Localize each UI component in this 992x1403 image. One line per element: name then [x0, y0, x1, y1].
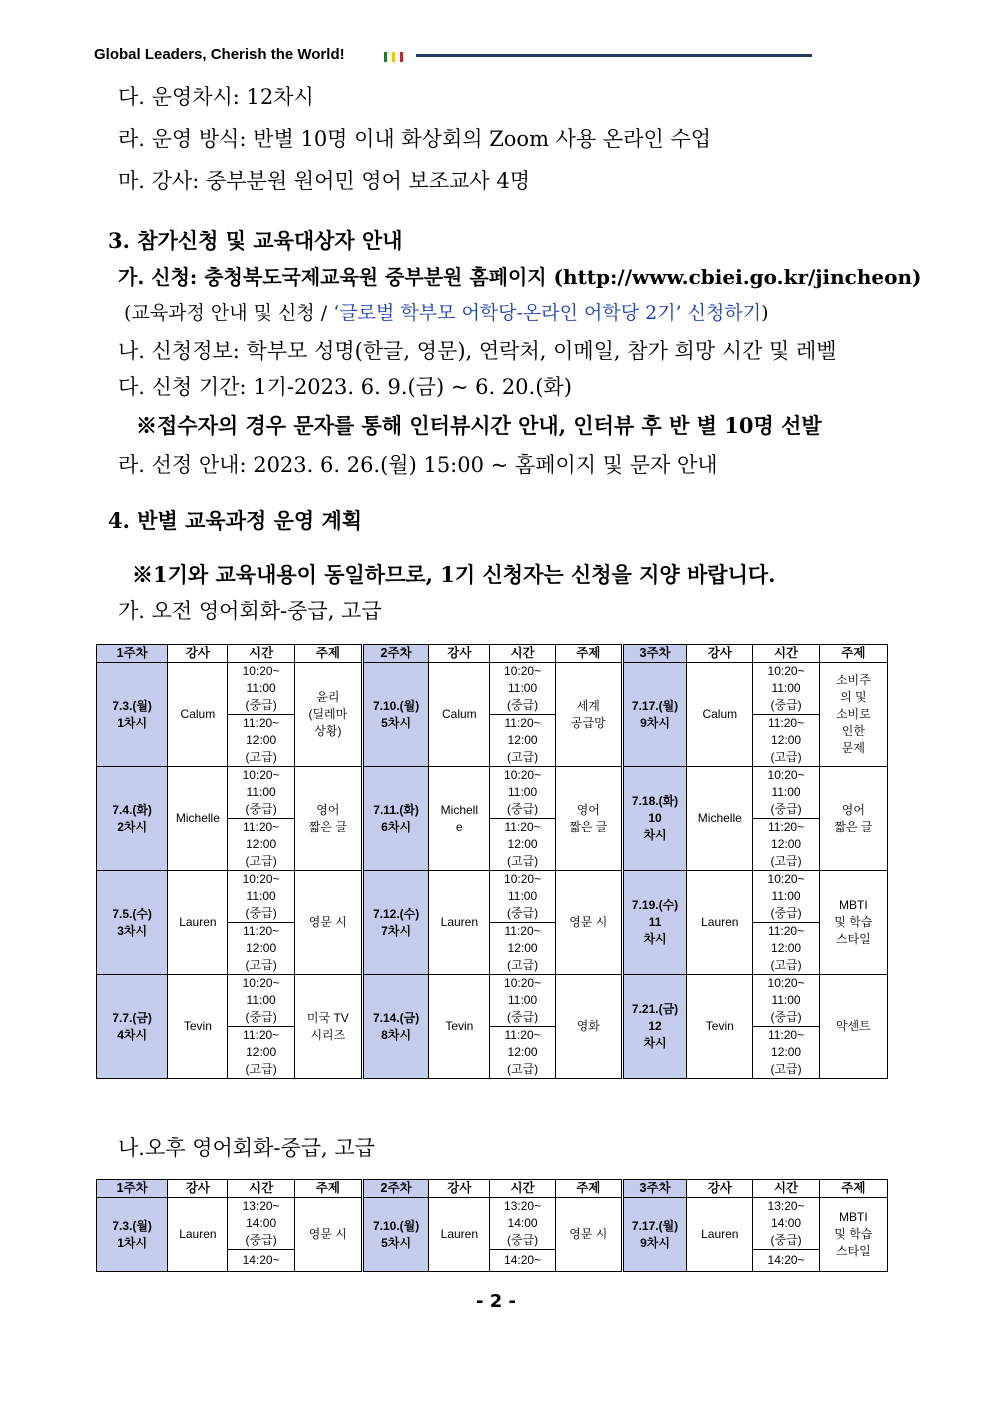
line-apply: 가. 신청: 충청북도국제교육원 중부분원 홈페이지 (http://www.cbiei.go.kr/jincheon)	[118, 265, 922, 289]
time-slot-high: 14:20~	[753, 1250, 819, 1272]
week-session-cell: 7.21.(금) 12 차시	[622, 975, 686, 1079]
week-session-cell: 7.10.(월) 5차시	[362, 663, 428, 767]
table-row	[97, 975, 888, 1027]
week-session-cell: 7.10.(월) 5차시	[362, 1198, 428, 1272]
apply-path-close: )	[761, 302, 769, 324]
topic-cell: 윤리 (딜레마 상황)	[294, 663, 362, 767]
instructor-cell: Tevin	[429, 975, 490, 1079]
column-header: 시간	[228, 1180, 294, 1198]
column-header: 3주차	[622, 645, 686, 663]
instructor-cell: Calum	[429, 663, 490, 767]
table-row	[97, 663, 888, 715]
week-session-cell: 7.19.(수) 11 차시	[622, 871, 686, 975]
time-slot-mid: 10:20~ 11:00 (중급)	[753, 871, 819, 923]
column-header: 강사	[429, 1180, 490, 1198]
time-slot-high: 14:20~	[490, 1250, 555, 1272]
week-session-cell: 7.7.(금) 4차시	[97, 975, 168, 1079]
table-row	[97, 871, 888, 923]
table-row	[97, 767, 888, 819]
column-header: 2주차	[362, 1180, 428, 1198]
topic-cell: 미국 TV 시리즈	[294, 975, 362, 1079]
topic-cell: MBTI 및 학습 스타일	[819, 1198, 887, 1272]
instructor-cell: Lauren	[687, 1198, 753, 1272]
line-selection: 라. 선정 안내: 2023. 6. 26.(월) 15:00 ~ 홈페이지 및 문자 안내	[118, 453, 718, 477]
week-session-cell: 7.3.(월) 1차시	[97, 663, 168, 767]
topic-cell: 영어 짧은 글	[555, 767, 622, 871]
instructor-cell: Lauren	[687, 871, 753, 975]
topic-cell: 영문 시	[555, 871, 622, 975]
note-interview: ※접수자의 경우 문자를 통해 인터뷰시간 안내, 인터뷰 후 반 별 10명 선발	[136, 413, 822, 438]
line-sessions: 다. 운영차시: 12차시	[118, 85, 314, 109]
instructor-cell: Michell e	[429, 767, 490, 871]
instructor-cell: Tevin	[687, 975, 753, 1079]
week-session-cell: 7.4.(화) 2차시	[97, 767, 168, 871]
morning-table-title: 가. 오전 영어회화-중급, 고급	[118, 599, 382, 623]
week-session-cell: 7.18.(화) 10 차시	[622, 767, 686, 871]
time-slot-high: 11:20~ 12:00 (고급)	[490, 715, 555, 767]
topic-cell: 영문 시	[294, 871, 362, 975]
morning-schedule-table	[96, 644, 888, 1079]
column-header: 강사	[168, 645, 228, 663]
line-instructors: 마. 강사: 중부분원 원어민 영어 보조교사 4명	[118, 169, 531, 193]
column-header: 주제	[819, 645, 887, 663]
column-header: 시간	[753, 1180, 819, 1198]
time-slot-mid: 10:20~ 11:00 (중급)	[490, 871, 555, 923]
column-header: 강사	[429, 645, 490, 663]
time-slot-mid: 10:20~ 11:00 (중급)	[753, 975, 819, 1027]
instructor-cell: Michelle	[687, 767, 753, 871]
line-method: 라. 운영 방식: 반별 10명 이내 화상회의 Zoom 사용 온라인 수업	[118, 127, 712, 151]
time-slot-high: 11:20~ 12:00 (고급)	[490, 923, 555, 975]
column-header: 2주차	[362, 645, 428, 663]
header-color-bars	[384, 52, 414, 62]
time-slot-mid: 10:20~ 11:00 (중급)	[228, 663, 294, 715]
section-4-heading: 4. 반별 교육과정 운영 계획	[108, 508, 363, 533]
instructor-cell: Tevin	[168, 975, 228, 1079]
time-slot-high: 11:20~ 12:00 (고급)	[753, 1027, 819, 1079]
time-slot-high: 11:20~ 12:00 (고급)	[228, 923, 294, 975]
topic-cell: 영어 짧은 글	[294, 767, 362, 871]
column-header: 주제	[294, 1180, 362, 1198]
topic-cell: 소비주 의 및 소비로 인한 문제	[819, 663, 887, 767]
column-header: 강사	[687, 645, 753, 663]
column-header: 주제	[555, 645, 622, 663]
apply-path-text: (교육과정 안내 및 신청 /	[124, 302, 334, 324]
week-session-cell: 7.5.(수) 3차시	[97, 871, 168, 975]
time-slot-mid: 10:20~ 11:00 (중급)	[490, 975, 555, 1027]
time-slot-mid: 10:20~ 11:00 (중급)	[228, 767, 294, 819]
time-slot-mid: 10:20~ 11:00 (중급)	[490, 663, 555, 715]
week-session-cell: 7.12.(수) 7차시	[362, 871, 428, 975]
instructor-cell: Calum	[687, 663, 753, 767]
time-slot-mid: 13:20~ 14:00 (중급)	[753, 1198, 819, 1250]
column-header: 시간	[490, 1180, 555, 1198]
afternoon-schedule-table	[96, 1179, 888, 1272]
topic-cell: 영화	[555, 975, 622, 1079]
column-header: 1주차	[97, 645, 168, 663]
header-slogan: Global Leaders, Cherish the World!	[94, 46, 345, 63]
topic-cell: 악센트	[819, 975, 887, 1079]
column-header: 시간	[753, 645, 819, 663]
page-number: - 2 -	[476, 1291, 516, 1312]
column-header: 주제	[555, 1180, 622, 1198]
time-slot-mid: 10:20~ 11:00 (중급)	[753, 663, 819, 715]
time-slot-high: 11:20~ 12:00 (고급)	[228, 1027, 294, 1079]
topic-cell: MBTI 및 학습 스타일	[819, 871, 887, 975]
topic-cell: 세계 공급망	[555, 663, 622, 767]
week-session-cell: 7.14.(금) 8차시	[362, 975, 428, 1079]
instructor-cell: Lauren	[168, 871, 228, 975]
note-duplicate: ※1기와 교육내용이 동일하므로, 1기 신청자는 신청을 지양 바랍니다.	[132, 562, 776, 587]
time-slot-mid: 10:20~ 11:00 (중급)	[228, 871, 294, 923]
column-header: 강사	[168, 1180, 228, 1198]
column-header: 강사	[687, 1180, 753, 1198]
instructor-cell: Lauren	[168, 1198, 228, 1272]
column-header: 시간	[228, 645, 294, 663]
line-apply-period: 다. 신청 기간: 1기-2023. 6. 9.(금) ~ 6. 20.(화)	[118, 375, 572, 399]
time-slot-mid: 10:20~ 11:00 (중급)	[490, 767, 555, 819]
topic-cell: 영어 짧은 글	[819, 767, 887, 871]
time-slot-mid: 13:20~ 14:00 (중급)	[490, 1198, 555, 1250]
time-slot-mid: 13:20~ 14:00 (중급)	[228, 1198, 294, 1250]
instructor-cell: Calum	[168, 663, 228, 767]
time-slot-high: 11:20~ 12:00 (고급)	[753, 923, 819, 975]
page-header	[94, 44, 814, 68]
instructor-cell: Lauren	[429, 871, 490, 975]
apply-link[interactable]: ‘글로벌 학부모 어학당-온라인 어학당 2기’ 신청하기	[333, 302, 762, 324]
week-session-cell: 7.17.(월) 9차시	[622, 1198, 686, 1272]
column-header: 시간	[490, 645, 555, 663]
time-slot-high: 11:20~ 12:00 (고급)	[753, 715, 819, 767]
time-slot-high: 11:20~ 12:00 (고급)	[490, 1027, 555, 1079]
afternoon-table-title: 나.오후 영어회화-중급, 고급	[118, 1136, 375, 1160]
column-header: 1주차	[97, 1180, 168, 1198]
column-header: 3주차	[622, 1180, 686, 1198]
topic-cell: 영문 시	[294, 1198, 362, 1272]
table-row	[97, 1198, 888, 1250]
line-apply-info: 나. 신청정보: 학부모 성명(한글, 영문), 연락처, 이메일, 참가 희망 시간 및 레벨	[118, 339, 837, 363]
instructor-cell: Lauren	[429, 1198, 490, 1272]
time-slot-high: 11:20~ 12:00 (고급)	[228, 715, 294, 767]
topic-cell: 영문 시	[555, 1198, 622, 1272]
time-slot-high: 14:20~	[228, 1250, 294, 1272]
time-slot-high: 11:20~ 12:00 (고급)	[228, 819, 294, 871]
week-session-cell: 7.17.(월) 9차시	[622, 663, 686, 767]
time-slot-mid: 10:20~ 11:00 (중급)	[228, 975, 294, 1027]
week-session-cell: 7.11.(화) 6차시	[362, 767, 428, 871]
column-header: 주제	[294, 645, 362, 663]
time-slot-mid: 10:20~ 11:00 (중급)	[753, 767, 819, 819]
column-header: 주제	[819, 1180, 887, 1198]
line-apply-path	[124, 300, 769, 326]
section-3-heading: 3. 참가신청 및 교육대상자 안내	[108, 228, 403, 253]
time-slot-high: 11:20~ 12:00 (고급)	[490, 819, 555, 871]
time-slot-high: 11:20~ 12:00 (고급)	[753, 819, 819, 871]
header-rule	[416, 54, 812, 57]
instructor-cell: Michelle	[168, 767, 228, 871]
week-session-cell: 7.3.(월) 1차시	[97, 1198, 168, 1272]
